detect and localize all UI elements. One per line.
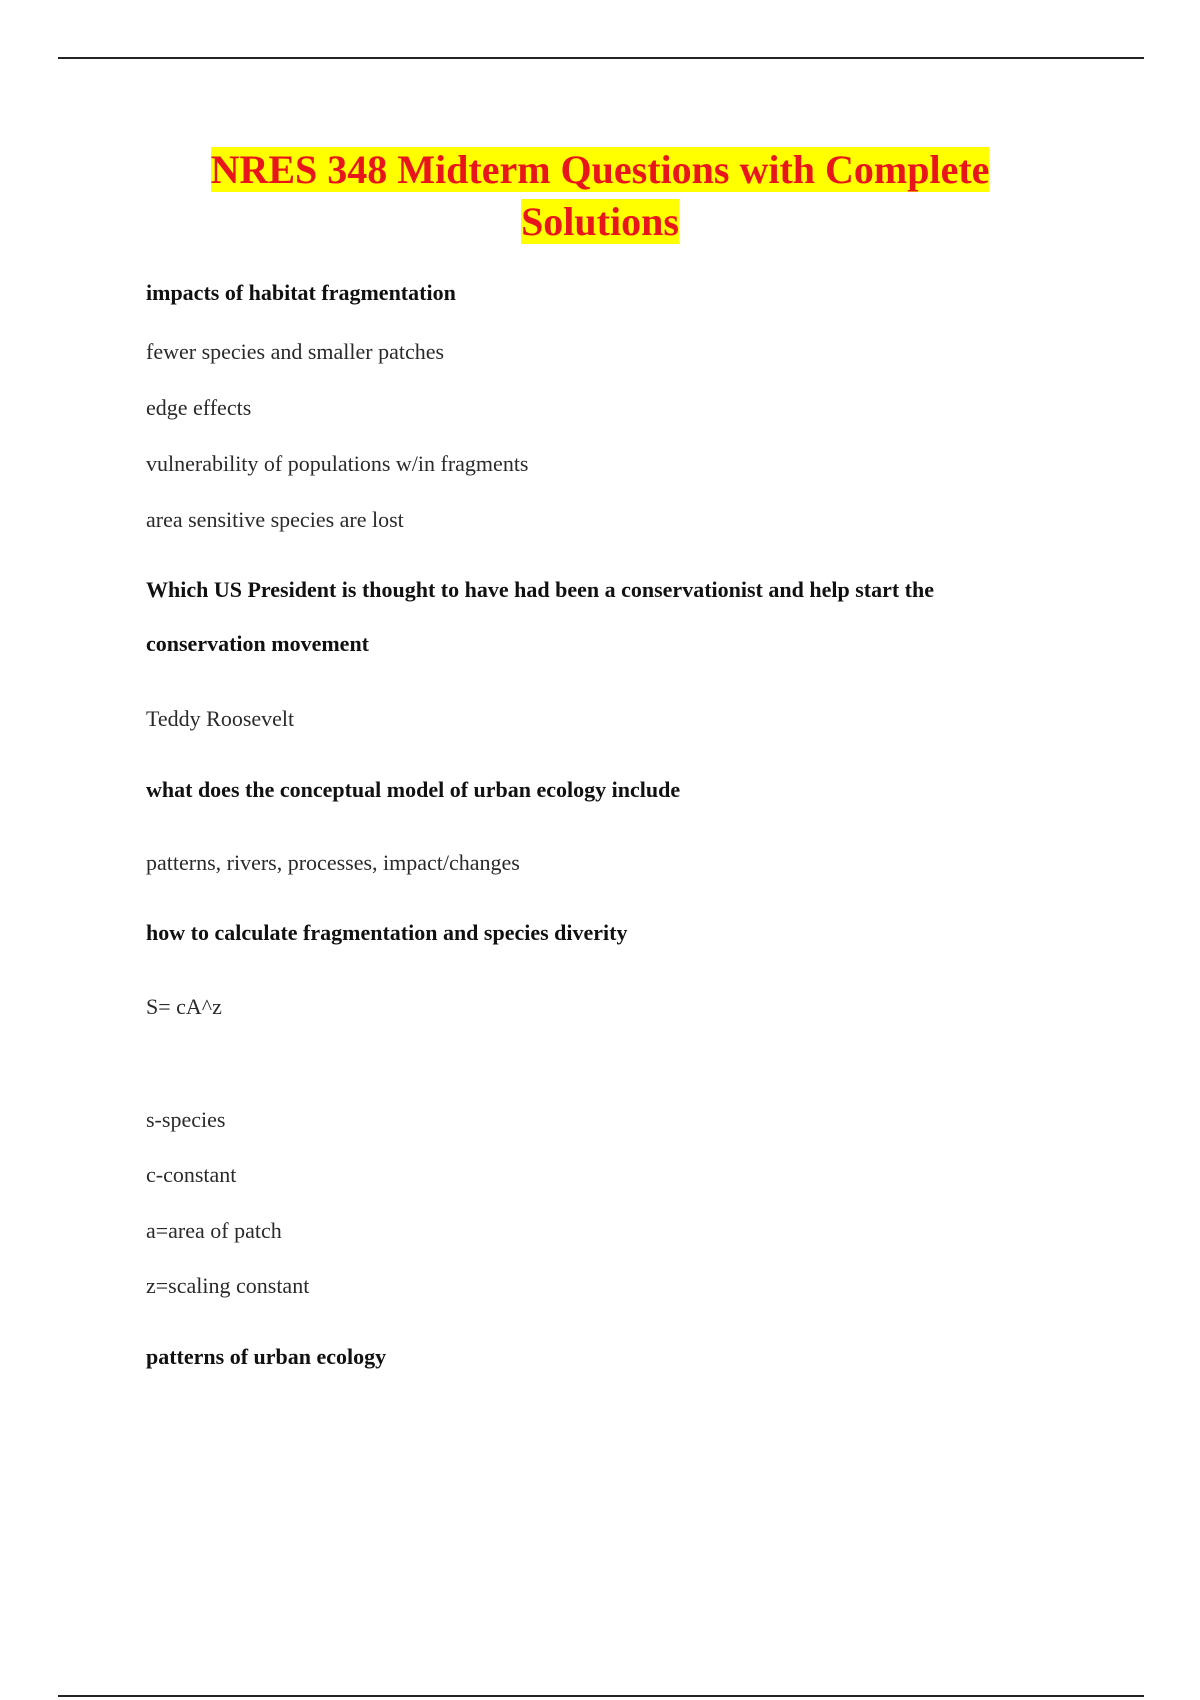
question-heading: patterns of urban ecology	[146, 1344, 387, 1369]
question-heading-continued: conservation movement	[146, 631, 370, 656]
answer-text: patterns, rivers, processes, impact/changes	[146, 850, 520, 875]
bottom-rule	[58, 1695, 1144, 1697]
answer-text: s-species	[146, 1107, 226, 1132]
answer-text: area sensitive species are lost	[146, 507, 404, 532]
page-title	[100, 144, 1100, 248]
question-heading: how to calculate fragmentation and species diverity	[146, 920, 628, 945]
top-rule	[58, 57, 1144, 59]
answer-text: edge effects	[146, 395, 252, 420]
answer-text: S= cA^z	[146, 994, 222, 1019]
answer-text: z=scaling constant	[146, 1273, 310, 1298]
question-heading: Which US President is thought to have had been a conservationist and help start the	[146, 577, 934, 602]
answer-text: a=area of patch	[146, 1218, 282, 1243]
question-heading: what does the conceptual model of urban ecology include	[146, 777, 681, 802]
answer-text: c-constant	[146, 1162, 237, 1187]
answer-text: vulnerability of populations w/in fragments	[146, 451, 529, 476]
title-line-1: NRES 348 Midterm Questions with Complete	[210, 147, 990, 192]
question-heading: impacts of habitat fragmentation	[146, 280, 456, 305]
answer-text: Teddy Roosevelt	[146, 706, 295, 731]
title-line-2: Solutions	[521, 199, 679, 244]
answer-text: fewer species and smaller patches	[146, 339, 445, 364]
